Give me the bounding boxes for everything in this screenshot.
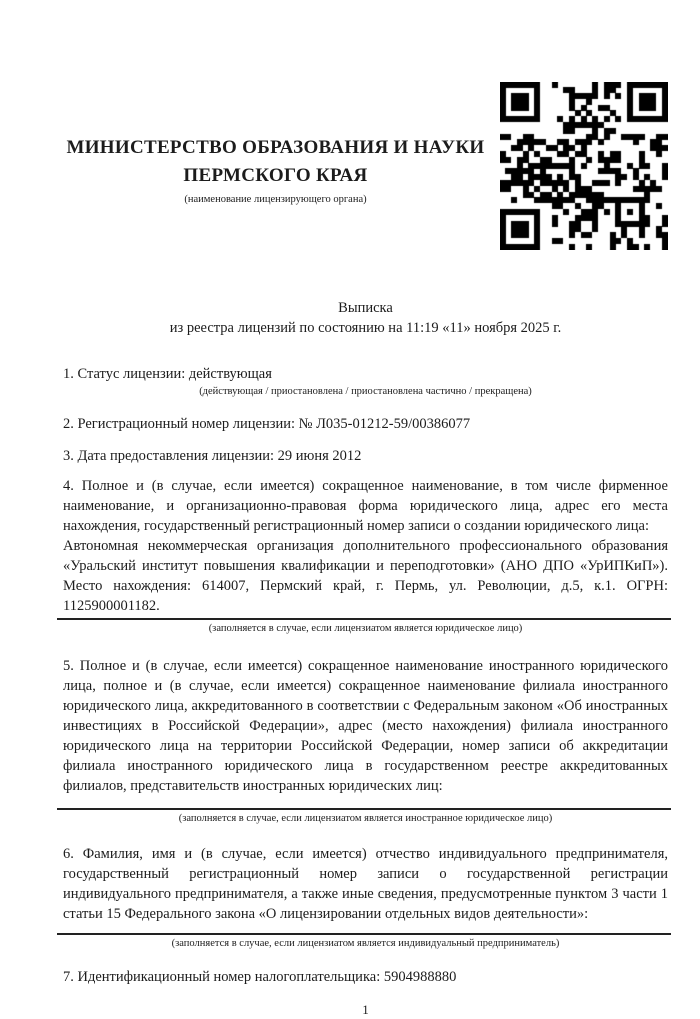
field-5-fill-line: [57, 796, 671, 810]
document-header: [63, 82, 668, 250]
qr-code-container: [500, 82, 668, 250]
document-title-block: [63, 298, 668, 338]
field-5-label: 5. Полное и (в случае, если имеется) сокращенное наименование иностранного юридического лица, полное и (в случае, если имеется) сокращенное наименование филиала иностранного юридического лица, аккредитованного в соответствии с Федеральным законом «Об иностранных инвестициях в Российской Федерации», адрес (место нахождения) филиала иностранного юридического лица на территории Российской Федерации, номер записи об аккредитации филиала иностранного юридического лица в государственном реестре аккредитованных филиалов, представительств иностранных юридических лиц:: [63, 658, 668, 794]
licensing-authority-block: [63, 82, 500, 207]
licensing-authority-name-line2: ПЕРМСКОГО КРАЯ: [183, 165, 368, 186]
field-5-fill-caption: (заполняется в случае, если лицензиатом является иностранное юридическое лицо): [178, 813, 553, 824]
field-4-value: Автономная некоммерческая организация дополнительного профессионального образования «Уральский институт повышения квалификации и переподготовки» (АНО ДПО «УрИПКиП»). Место нахождения: 614007, Пермский край, г. Пермь, ул. Революции, д.5, к.1. ОГРН: 1125900001182.: [57, 536, 671, 620]
field-4-label: 4. Полное и (в случае, если имеется) сокращенное наименование, в том числе фирменное наименование, и организационно-правовая форма юридического лица, адрес его места нахождения, государственный регистрационный номер записи о создании юридического лица:: [63, 478, 668, 534]
field-1-license-status: 1. Статус лицензии: действующая: [63, 366, 272, 382]
field-7-taxpayer-number: 7. Идентификационный номер налогоплательщика: 5904988880: [63, 969, 457, 985]
field-6-fill-caption: (заполняется в случае, если лицензиатом является индивидуальный предприниматель): [171, 938, 560, 949]
field-6-fill-line: [57, 924, 671, 935]
licensing-authority-caption: (наименование лицензирующего органа): [184, 194, 367, 205]
document-subtitle: из реестра лицензий по состоянию на 11:19 «11» ноября 2025 г.: [169, 320, 562, 336]
field-3-grant-date: 3. Дата предоставления лицензии: 29 июня 2012: [63, 448, 362, 464]
field-1-options-caption: (действующая / приостановлена / приостановлена частично / прекращена): [199, 386, 532, 397]
document-title: Выписка: [338, 300, 393, 316]
field-2-registration-number: 2. Регистрационный номер лицензии: № Л035-01212-59/00386077: [63, 416, 471, 432]
field-6-label: 6. Фамилия, имя и (в случае, если имеется) отчество индивидуального предпринимателя, государственный регистрационный номер записи о государственной регистрации индивидуального предпринимателя, а также иные сведения, предусмотренные пунктом 3 части 1 статьи 15 Федерального закона «О лицензировании отдельных видов деятельности»:: [63, 846, 668, 922]
licensing-authority-name-line1: МИНИСТЕРСТВО ОБРАЗОВАНИЯ И НАУКИ: [66, 137, 485, 158]
page-number: 1: [362, 1002, 369, 1017]
qr-code: [500, 82, 668, 250]
field-4-fill-caption: (заполняется в случае, если лицензиатом является юридическое лицо): [208, 623, 523, 634]
